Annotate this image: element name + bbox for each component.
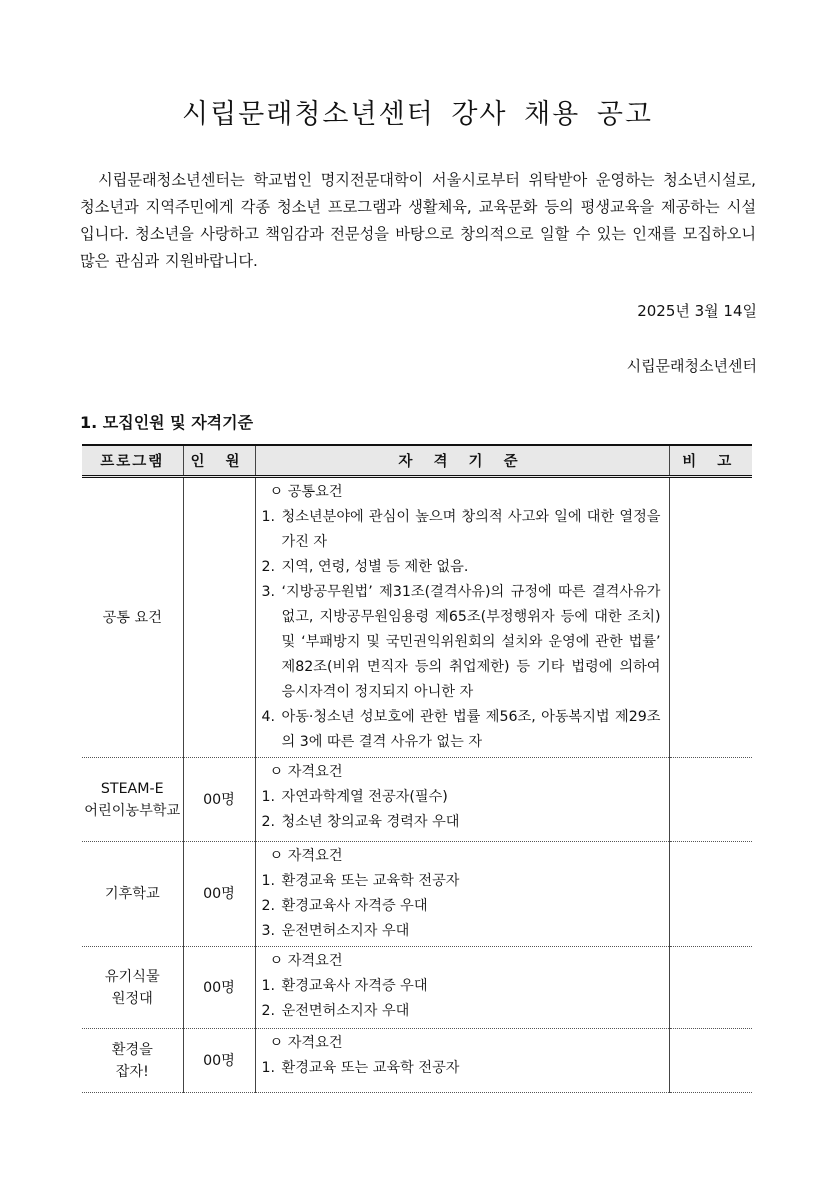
count-cell: 00명	[183, 842, 255, 947]
page-title: 시립문래청소년센터 강사 채용 공고	[182, 99, 653, 130]
list-item: 1. 환경교육 또는 교육학 전공자	[261, 873, 460, 889]
table-header-row	[82, 445, 752, 477]
program-cell	[82, 758, 183, 842]
list-item: 2. 지역, 연령, 성별 등 제한 없음.	[261, 559, 469, 575]
criteria-heading: ㅇ 자격요건	[269, 1035, 343, 1051]
table-row	[82, 1029, 752, 1093]
criteria-cell	[255, 1029, 669, 1093]
count-cell: 00명	[183, 947, 255, 1029]
list-item: 4. 아동·청소년 성보호에 관한 법률 제56조, 아동복지법 제29조의 3에 따른 결격 사유가 없는 자	[261, 709, 661, 750]
count-cell	[183, 477, 255, 758]
note-cell	[669, 758, 752, 842]
note-cell	[669, 842, 752, 947]
header-criteria: 자 격 기 준	[255, 445, 669, 477]
announcement-date: 2025년 3월 14일	[637, 302, 757, 320]
list-item: 1. 환경교육사 자격증 우대	[261, 978, 428, 994]
program-name-line1: STEAM-E	[100, 780, 164, 797]
list-item: 3. 운전면허소지자 우대	[261, 923, 410, 939]
criteria-cell	[255, 758, 669, 842]
criteria-heading: ㅇ 자격요건	[269, 848, 343, 864]
criteria-heading: ㅇ 자격요건	[269, 953, 343, 969]
list-item: 2. 운전면허소지자 우대	[261, 1003, 410, 1019]
program-name-line1: 유기식물	[104, 968, 160, 985]
list-item: 2. 청소년 창의교육 경력자 우대	[261, 814, 460, 830]
criteria-cell	[255, 477, 669, 758]
criteria-list	[262, 785, 661, 835]
criteria-list	[262, 869, 661, 944]
list-item: 3. ‘지방공무원법’ 제31조(결격사유)의 규정에 따른 결격사유가 없고, 지방공무원임용령 제65조(부정행위자 등에 대한 조치) 및 ‘부패방지 및 국민권익위원회의 설치와 운영에 관한 법률’ 제82조(비위 면직자 등의 취업제한) 등 기타 법령에 의하여 응시자격이 정지되지 아니한 자	[261, 584, 661, 700]
program-cell	[82, 947, 183, 1029]
program-cell	[82, 842, 183, 947]
recruitment-table	[82, 444, 752, 1093]
note-cell	[669, 947, 752, 1029]
table-row	[82, 758, 752, 842]
count-cell: 00명	[183, 758, 255, 842]
criteria-list	[262, 505, 661, 755]
criteria-heading: ㅇ 공통요건	[269, 484, 343, 500]
program-name: 기후학교	[104, 886, 160, 902]
program-name-line2: 원정대	[111, 990, 153, 1007]
program-name-line2: 어린이농부학교	[84, 802, 181, 819]
section-title: 1. 모집인원 및 자격기준	[80, 413, 254, 432]
organization-name: 시립문래청소년센터	[626, 357, 757, 375]
program-name-line2: 잡자!	[115, 1063, 149, 1080]
table-row	[82, 842, 752, 947]
list-item: 1. 청소년분야에 관심이 높으며 창의적 사고와 일에 대한 열정을 가진 자	[261, 509, 661, 550]
list-item: 2. 환경교육사 자격증 우대	[261, 898, 428, 914]
intro-text: 시립문래청소년센터는 학교법인 명지전문대학이 서울시로부터 위탁받아 운영하는 청소년시설로, 청소년과 지역주민에게 각종 청소년 프로그램과 생활체육, 교육문화 등의 평생교육을 제공하는 시설입니다. 청소년을 사랑하고 책임감과 전문성을 바탕으로 창의적으로 일할 수 있는 인재를 모집하오니 많은 관심과 지원바랍니다.	[80, 171, 756, 270]
list-item: 1. 환경교육 또는 교육학 전공자	[261, 1060, 460, 1076]
header-count: 인 원	[183, 445, 255, 477]
program-name: 공통 요건	[102, 609, 162, 626]
note-cell	[669, 477, 752, 758]
criteria-cell	[255, 842, 669, 947]
criteria-list	[262, 974, 661, 1024]
criteria-list	[262, 1056, 661, 1081]
table-row	[82, 477, 752, 758]
table-row	[82, 947, 752, 1029]
program-cell	[82, 477, 183, 758]
list-item: 1. 자연과학계열 전공자(필수)	[261, 789, 448, 805]
note-cell	[669, 1029, 752, 1093]
header-program: 프로그램	[82, 445, 183, 477]
program-name-line1: 환경을	[111, 1041, 153, 1058]
criteria-cell	[255, 947, 669, 1029]
criteria-heading: ㅇ 자격요건	[269, 764, 343, 780]
intro-paragraph	[80, 167, 756, 275]
count-cell: 00명	[183, 1029, 255, 1093]
program-cell	[82, 1029, 183, 1093]
header-note: 비 고	[669, 445, 752, 477]
